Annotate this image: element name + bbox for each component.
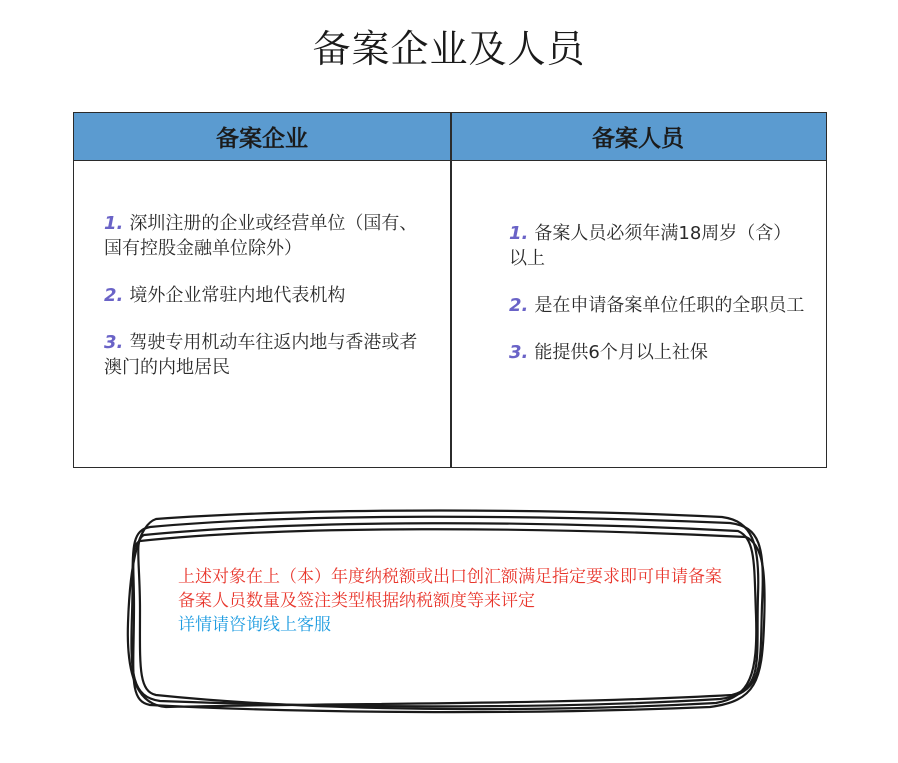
header-enterprise: 备案企业 [74, 113, 450, 161]
personnel-item [509, 293, 809, 318]
enterprise-item [104, 211, 434, 261]
item-text: 备案人员必须年满18周岁（含）以上 [509, 223, 792, 269]
page-title: 备案企业及人员 [312, 27, 586, 71]
note-line-2: 备案人员数量及签注类型根据纳税额度等来评定 [178, 591, 535, 611]
note-line-1: 上述对象在上（本）年度纳税额或出口创汇额满足指定要求即可申请备案 [178, 567, 722, 587]
enterprise-column [104, 161, 434, 467]
column-divider [450, 113, 452, 467]
item-number: 3. [104, 332, 124, 353]
item-text: 能提供6个月以上社保 [534, 342, 708, 363]
item-number: 3. [509, 342, 529, 363]
item-text: 驾驶专用机动车往返内地与香港或者澳门的内地居民 [104, 332, 418, 378]
note-text [178, 565, 738, 637]
item-number: 1. [104, 213, 124, 234]
note-box [120, 505, 770, 715]
header-personnel: 备案人员 [450, 113, 826, 161]
enterprise-item [104, 330, 434, 380]
item-text: 是在申请备案单位任职的全职员工 [534, 295, 805, 316]
info-table [73, 112, 827, 468]
note-line-3: 详情请咨询线上客服 [178, 615, 331, 635]
item-number: 2. [104, 285, 124, 306]
personnel-column [509, 161, 809, 467]
item-text: 深圳注册的企业或经营单位（国有、国有控股金融单位除外） [104, 213, 418, 259]
item-text: 境外企业常驻内地代表机构 [129, 285, 346, 306]
item-number: 2. [509, 295, 529, 316]
personnel-item [509, 221, 809, 271]
enterprise-item [104, 283, 434, 308]
personnel-item [509, 340, 809, 365]
item-number: 1. [509, 223, 529, 244]
